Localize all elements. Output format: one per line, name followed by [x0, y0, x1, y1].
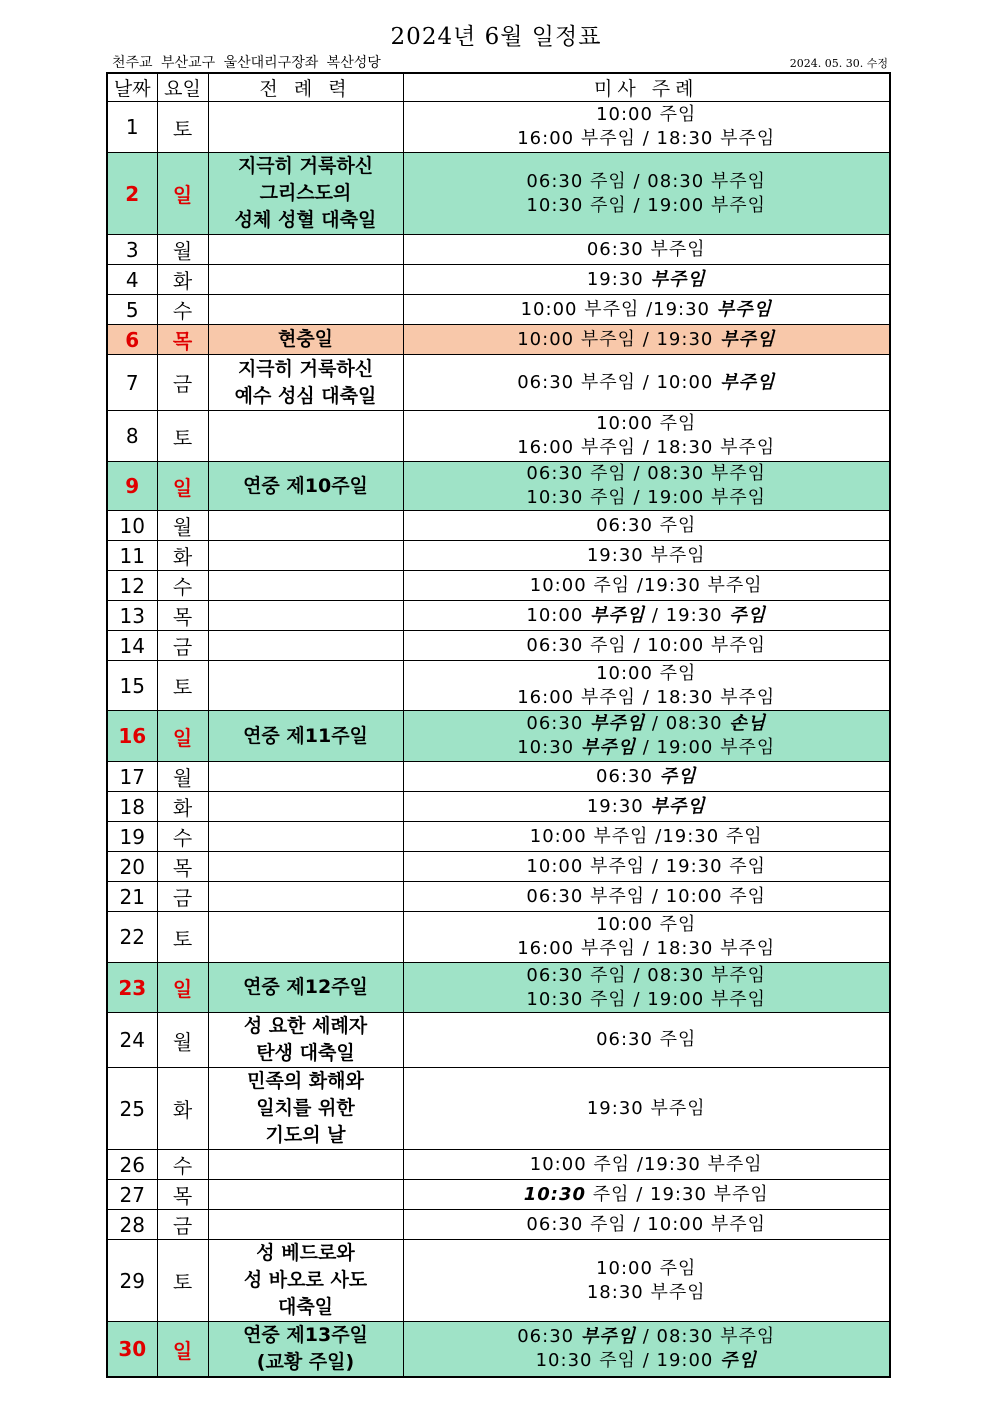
mass-line: 16:00 부주임 / 18:30 부주임	[517, 128, 776, 149]
weekday-cell: 일	[157, 462, 208, 511]
mass-line: 10:00 주임 /19:30 부주임	[529, 1153, 763, 1175]
mass-line: 10:00 부주임 / 19:30 부주임	[517, 328, 776, 350]
emphasized-text: 부주임	[650, 795, 706, 817]
mass-cell	[403, 852, 890, 882]
weekday-cell: 목	[157, 601, 208, 631]
header-row	[107, 73, 890, 102]
weekday-cell: 월	[157, 762, 208, 792]
mass-cell	[403, 1013, 890, 1068]
liturgy-cell	[208, 571, 403, 601]
table-row	[107, 1068, 890, 1150]
mass-cell	[403, 1210, 890, 1240]
date-cell: 27	[107, 1180, 157, 1210]
table-row	[107, 882, 890, 912]
mass-line: 19:30 부주임	[586, 544, 706, 566]
date-cell: 6	[107, 325, 157, 355]
weekday-cell: 토	[157, 661, 208, 711]
mass-line: 10:00 부주임 /19:30 주임	[529, 825, 763, 847]
liturgy-cell	[208, 511, 403, 541]
liturgy-cell	[208, 1210, 403, 1240]
table-row	[107, 325, 890, 355]
mass-cell	[403, 1322, 890, 1378]
emphasized-text: 부주임	[590, 604, 646, 626]
date-cell: 21	[107, 882, 157, 912]
table-row	[107, 511, 890, 541]
weekday-cell: 수	[157, 571, 208, 601]
mass-line: 16:00 부주임 / 18:30 부주임	[517, 686, 776, 708]
liturgy-cell	[208, 882, 403, 912]
emphasized-text: 부주임	[650, 268, 706, 290]
mass-cell	[403, 235, 890, 265]
table-row	[107, 235, 890, 265]
mass-line: 10:00 부주임 / 19:30 주임	[526, 855, 767, 877]
liturgy-cell: 연중 제10주일	[208, 462, 403, 511]
weekday-cell: 월	[157, 1013, 208, 1068]
date-cell: 5	[107, 295, 157, 325]
weekday-cell: 월	[157, 235, 208, 265]
table-row	[107, 762, 890, 792]
mass-line: 10:00 주임	[596, 413, 697, 434]
date-cell: 12	[107, 571, 157, 601]
weekday-cell: 토	[157, 411, 208, 462]
date-cell: 17	[107, 762, 157, 792]
date-cell: 26	[107, 1150, 157, 1180]
mass-line: 06:30 주임 / 08:30 부주임	[526, 964, 767, 986]
liturgy-cell	[208, 102, 403, 153]
liturgy-cell: 성 요한 세례자 탄생 대축일	[208, 1013, 403, 1068]
date-cell: 13	[107, 601, 157, 631]
emphasized-text: 부주임	[580, 737, 636, 758]
liturgy-cell	[208, 265, 403, 295]
mass-cell	[403, 601, 890, 631]
liturgy-cell	[208, 1150, 403, 1180]
mass-line: 06:30 부주임 / 10:00 부주임	[517, 371, 776, 393]
liturgy-cell	[208, 661, 403, 711]
weekday-cell: 수	[157, 1150, 208, 1180]
liturgy-cell: 연중 제13주일 (교황 주일)	[208, 1322, 403, 1378]
date-cell: 3	[107, 235, 157, 265]
mass-line: 10:00 부주임 / 19:30 주임	[526, 604, 767, 626]
liturgy-cell	[208, 295, 403, 325]
mass-line: 06:30 주임 / 10:00 부주임	[526, 634, 767, 656]
mass-line: 10:00 주임 /19:30 부주임	[529, 574, 763, 596]
mass-cell	[403, 355, 890, 411]
weekday-cell: 목	[157, 852, 208, 882]
table-row	[107, 631, 890, 661]
table-row	[107, 355, 890, 411]
table-row	[107, 295, 890, 325]
table-row	[107, 265, 890, 295]
table-row	[107, 852, 890, 882]
emphasized-text: 부주임	[720, 328, 776, 350]
liturgy-cell	[208, 852, 403, 882]
table-row	[107, 462, 890, 511]
weekday-cell: 금	[157, 631, 208, 661]
emphasized-text: 부주임	[580, 1326, 636, 1347]
date-cell: 11	[107, 541, 157, 571]
mass-cell	[403, 882, 890, 912]
mass-line: 10:30 주임 / 19:00 부주임	[526, 988, 767, 1010]
weekday-cell: 금	[157, 355, 208, 411]
weekday-cell: 화	[157, 1068, 208, 1150]
liturgy-cell: 현충일	[208, 325, 403, 355]
emphasized-text: 부주임	[590, 713, 646, 734]
date-cell: 1	[107, 102, 157, 153]
date-cell: 15	[107, 661, 157, 711]
mass-line: 10:00 주임	[596, 1257, 697, 1279]
mass-line: 06:30 주임 / 08:30 부주임	[526, 463, 767, 484]
date-cell: 9	[107, 462, 157, 511]
emphasized-text: 주임	[729, 604, 767, 626]
weekday-cell: 화	[157, 792, 208, 822]
mass-cell	[403, 1240, 890, 1322]
mass-cell	[403, 963, 890, 1013]
mass-line: 06:30 주임	[596, 1029, 697, 1050]
date-cell: 24	[107, 1013, 157, 1068]
liturgy-cell	[208, 1180, 403, 1210]
weekday-cell: 목	[157, 325, 208, 355]
mass-cell	[403, 912, 890, 963]
table-row	[107, 912, 890, 963]
mass-cell	[403, 1150, 890, 1180]
table-row	[107, 1013, 890, 1068]
liturgy-cell: 지극히 거룩하신 예수 성심 대축일	[208, 355, 403, 411]
weekday-cell: 일	[157, 153, 208, 235]
mass-line: 06:30 주임 / 10:00 부주임	[526, 1213, 767, 1235]
weekday-cell: 일	[157, 1322, 208, 1378]
date-cell: 4	[107, 265, 157, 295]
liturgy-cell	[208, 762, 403, 792]
mass-cell	[403, 153, 890, 235]
liturgy-cell	[208, 601, 403, 631]
liturgy-cell	[208, 631, 403, 661]
liturgy-cell	[208, 235, 403, 265]
weekday-cell: 화	[157, 265, 208, 295]
mass-line: 18:30 부주임	[586, 1281, 706, 1303]
mass-cell	[403, 462, 890, 511]
table-row	[107, 541, 890, 571]
table-row	[107, 153, 890, 235]
table-row	[107, 1210, 890, 1240]
mass-line: 10:30 부주임 / 19:00 부주임	[517, 737, 776, 758]
mass-line: 10:00 부주임 /19:30 부주임	[520, 298, 772, 320]
mass-cell	[403, 511, 890, 541]
mass-line: 06:30 주임 / 08:30 부주임	[526, 170, 767, 192]
emphasized-text: 손님	[729, 713, 767, 734]
table-row	[107, 792, 890, 822]
weekday-cell: 수	[157, 822, 208, 852]
date-cell: 22	[107, 912, 157, 963]
parish-name: 천주교 부산교구 울산대리구장좌 복산성당	[112, 55, 381, 71]
mass-line: 06:30 부주임	[586, 238, 706, 260]
mass-line: 06:30 부주임 / 10:00 주임	[526, 885, 767, 907]
date-cell: 25	[107, 1068, 157, 1150]
mass-cell	[403, 792, 890, 822]
mass-line: 10:30 주임 / 19:00 주임	[535, 1350, 757, 1371]
date-cell: 2	[107, 153, 157, 235]
mass-line: 16:00 부주임 / 18:30 부주임	[517, 938, 776, 959]
mass-line: 10:00 주임	[596, 662, 697, 684]
table-row	[107, 1240, 890, 1322]
liturgy-cell: 민족의 화해와 일치를 위한 기도의 날	[208, 1068, 403, 1150]
weekday-cell: 금	[157, 1210, 208, 1240]
date-cell: 14	[107, 631, 157, 661]
mass-line: 06:30 부주임 / 08:30 손님	[526, 713, 767, 734]
weekday-cell: 토	[157, 102, 208, 153]
liturgy-cell: 성 베드로와 성 바오로 사도 대축일	[208, 1240, 403, 1322]
date-cell: 16	[107, 711, 157, 762]
mass-cell	[403, 822, 890, 852]
weekday-cell: 수	[157, 295, 208, 325]
mass-line: 16:00 부주임 / 18:30 부주임	[517, 437, 776, 458]
table-row	[107, 661, 890, 711]
table-row	[107, 102, 890, 153]
mass-cell	[403, 571, 890, 601]
weekday-cell: 월	[157, 511, 208, 541]
page-title: 2024년 6월 일정표	[390, 24, 602, 50]
weekday-cell: 목	[157, 1180, 208, 1210]
date-cell: 8	[107, 411, 157, 462]
schedule-body	[107, 102, 890, 1378]
table-row	[107, 1150, 890, 1180]
table-row	[107, 411, 890, 462]
mass-cell	[403, 631, 890, 661]
liturgy-cell	[208, 541, 403, 571]
table-row	[107, 963, 890, 1013]
liturgy-cell: 연중 제11주일	[208, 711, 403, 762]
mass-cell	[403, 325, 890, 355]
emphasized-text: 주임	[720, 1350, 757, 1371]
mass-line: 10:30 주임 / 19:00 부주임	[526, 194, 767, 216]
liturgy-cell	[208, 792, 403, 822]
date-cell: 10	[107, 511, 157, 541]
mass-line: 10:30 주임 / 19:00 부주임	[526, 487, 767, 508]
mass-cell	[403, 265, 890, 295]
date-cell: 28	[107, 1210, 157, 1240]
emphasized-text: 10:30	[523, 1183, 587, 1205]
date-cell: 7	[107, 355, 157, 411]
mass-line: 06:30 주임	[596, 514, 697, 536]
mass-line: 10:00 주임	[596, 104, 697, 125]
mass-cell	[403, 541, 890, 571]
liturgy-cell: 연중 제12주일	[208, 963, 403, 1013]
weekday-cell: 토	[157, 1240, 208, 1322]
header-day: 요일	[157, 73, 208, 102]
mass-cell	[403, 411, 890, 462]
date-cell: 30	[107, 1322, 157, 1378]
revision-date: 2024. 05. 30. 수정	[789, 57, 888, 70]
emphasized-text: 부주임	[716, 298, 772, 320]
date-cell: 29	[107, 1240, 157, 1322]
mass-cell	[403, 1068, 890, 1150]
liturgy-cell	[208, 912, 403, 963]
header-liturgy: 전 례 력	[208, 73, 403, 102]
mass-line: 06:30 주임	[596, 765, 697, 787]
liturgy-cell	[208, 411, 403, 462]
date-cell: 20	[107, 852, 157, 882]
mass-cell	[403, 762, 890, 792]
weekday-cell: 일	[157, 963, 208, 1013]
table-row	[107, 1180, 890, 1210]
mass-line: 10:30 주임 / 19:30 부주임	[523, 1183, 769, 1205]
weekday-cell: 일	[157, 711, 208, 762]
mass-line: 10:00 주임	[596, 914, 697, 935]
emphasized-text: 주임	[659, 765, 697, 787]
weekday-cell: 화	[157, 541, 208, 571]
mass-cell	[403, 1180, 890, 1210]
mass-cell	[403, 661, 890, 711]
schedule-table	[106, 72, 891, 1378]
mass-line: 06:30 부주임 / 08:30 부주임	[517, 1326, 776, 1347]
header-mass: 미사 주례	[403, 73, 890, 102]
emphasized-text: 부주임	[720, 371, 776, 393]
header-date: 날짜	[107, 73, 157, 102]
date-cell: 19	[107, 822, 157, 852]
liturgy-cell: 지극히 거룩하신 그리스도의 성체 성혈 대축일	[208, 153, 403, 235]
table-row	[107, 711, 890, 762]
mass-cell	[403, 102, 890, 153]
table-row	[107, 1322, 890, 1378]
weekday-cell: 토	[157, 912, 208, 963]
weekday-cell: 금	[157, 882, 208, 912]
mass-line: 19:30 부주임	[586, 1097, 706, 1119]
table-row	[107, 571, 890, 601]
date-cell: 18	[107, 792, 157, 822]
mass-line: 19:30 부주임	[586, 795, 706, 817]
liturgy-cell	[208, 822, 403, 852]
date-cell: 23	[107, 963, 157, 1013]
mass-cell	[403, 711, 890, 762]
table-row	[107, 601, 890, 631]
table-row	[107, 822, 890, 852]
mass-cell	[403, 295, 890, 325]
mass-line: 19:30 부주임	[586, 268, 706, 290]
